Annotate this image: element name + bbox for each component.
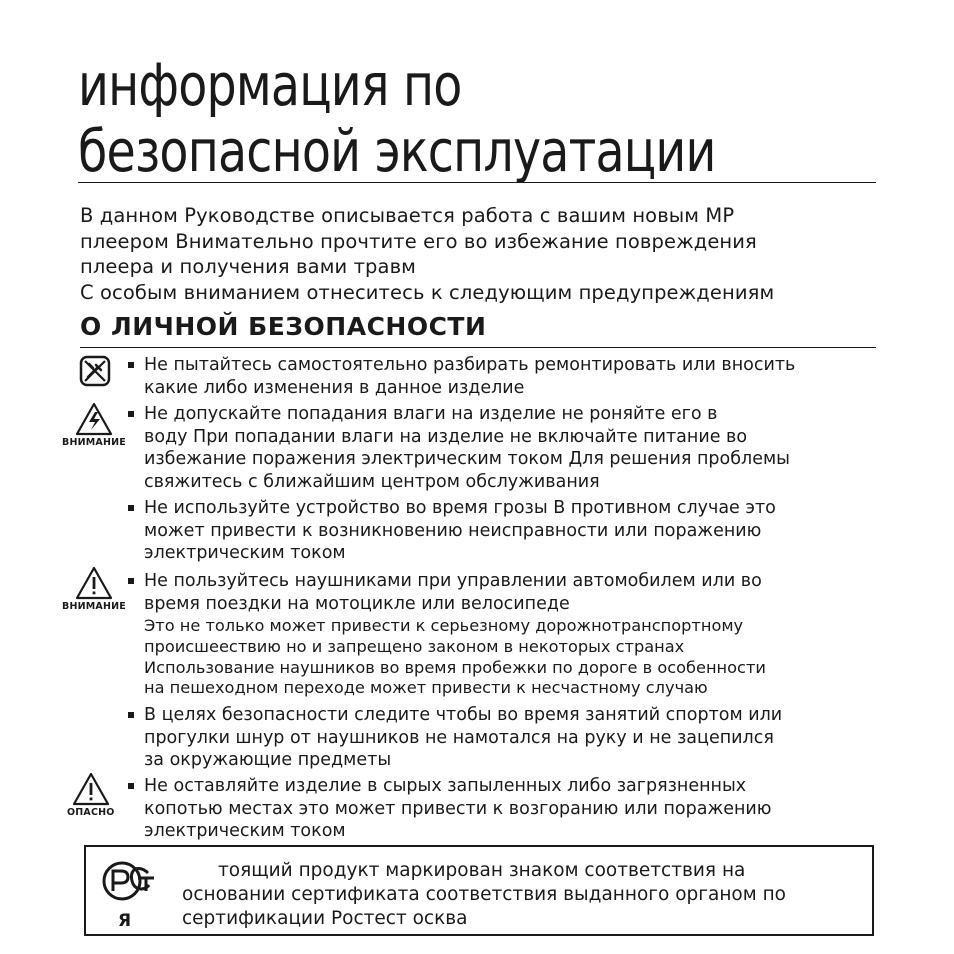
certification-line: сертификации Ростест осква (182, 908, 468, 929)
bullet-mark (128, 362, 134, 368)
bullet-line: Не пользуйтесь наушниками при управлении автомобилем или во (144, 571, 762, 591)
certification-box (84, 845, 874, 936)
certification-line: тоящий продукт маркирован знаком соответствия на (218, 860, 746, 881)
intro-line: С особым вниманием отнеситесь к следующим предупреждениям (80, 280, 775, 304)
electric-warning-icon (62, 402, 126, 448)
page-title-line-1: информация по (78, 51, 462, 119)
section-heading: О ЛИЧНОЙ БЕЗОПАСНОСТИ (80, 312, 487, 341)
list-item (128, 704, 888, 772)
list-item (128, 570, 888, 615)
intro-line: В данном Руководстве описывается работа с вашим новым MP (80, 204, 735, 227)
intro-line: плеером Внимательно прочтите его во избежание повреждения (80, 229, 757, 253)
bullet-mark (128, 411, 134, 417)
bullet-line: время поездки на мотоцикле или велосипеде (144, 593, 570, 614)
certification-logo-letter: Я (118, 911, 132, 931)
list-item (128, 354, 888, 399)
bullet-mark (128, 505, 134, 511)
bullet-line: Не пытайтесь самостоятельно разбирать ремонтировать или вносить (144, 355, 796, 375)
bullet-line: свяжитесь с ближайшим центром обслуживания (144, 471, 600, 492)
certification-line: основании сертификата соответствия выданного органом по (182, 884, 786, 905)
bullet-mark (128, 783, 134, 789)
danger-caption: ОПАСНО (67, 807, 115, 818)
note-line: Это не только может привести к серьезному дорожнотранспортному (144, 616, 744, 635)
list-item (128, 403, 888, 493)
list-item (128, 775, 888, 843)
bullet-line: какие либо изменения в данное изделие (144, 377, 525, 398)
bullet-mark (128, 578, 134, 584)
bullet-mark (128, 712, 134, 718)
title-divider (78, 182, 876, 183)
bullet-line: В целях безопасности следите чтобы во время занятий спортом или (144, 705, 783, 725)
intro-paragraph (80, 203, 880, 305)
bullet-line: воду При попадании влаги на изделие не включайте питание во (144, 426, 748, 447)
bullet-line: Не допускайте попадания влаги на изделие не роняйте его в (144, 404, 718, 424)
bullet-line: Не оставляйте изделие в сырых запыленных либо загрязненных (144, 776, 747, 796)
bullet-line: электрическим током (144, 821, 346, 841)
intro-line: плеера и получения вами травм (80, 255, 416, 278)
list-item (128, 497, 888, 565)
note-line: на пешеходном переходе может привести к несчастному случаю (144, 678, 708, 698)
bullet-line: может привести к возникновению неисправности или поражению (144, 520, 762, 541)
note-line: Использование наушников во время пробежки по дороге в особенности (144, 657, 766, 677)
warning-caption: ВНИМАНИЕ (62, 601, 126, 612)
section-divider (80, 347, 876, 348)
certification-text (182, 859, 872, 931)
bullet-line: избежание поражения электрическим током Для решения проблемы (144, 449, 790, 469)
bullet-line: за окружающие предметы (144, 750, 392, 770)
bullet-line: Не используйте устройство во время грозы В противном случае это (144, 498, 776, 518)
warning-caption: ВНИМАНИЕ (62, 437, 126, 448)
warning-icon (62, 566, 126, 612)
bullet-note (144, 616, 884, 699)
bullet-line: электрическим током (144, 543, 346, 563)
note-line: происшеествию но и запрещено законом в некоторых странах (144, 636, 685, 656)
page-title-line-2: безопасной эксплуатации (78, 117, 716, 185)
page-title (78, 52, 734, 184)
bullet-line: копотью местах это может привести к возгоранию или поражению (144, 798, 772, 819)
rostest-certification-icon (102, 859, 154, 909)
no-disassembly-icon (79, 355, 111, 387)
bullet-line: прогулки шнур от наушников не намотался на руку и не зацепился (144, 727, 774, 748)
danger-icon (67, 772, 115, 818)
